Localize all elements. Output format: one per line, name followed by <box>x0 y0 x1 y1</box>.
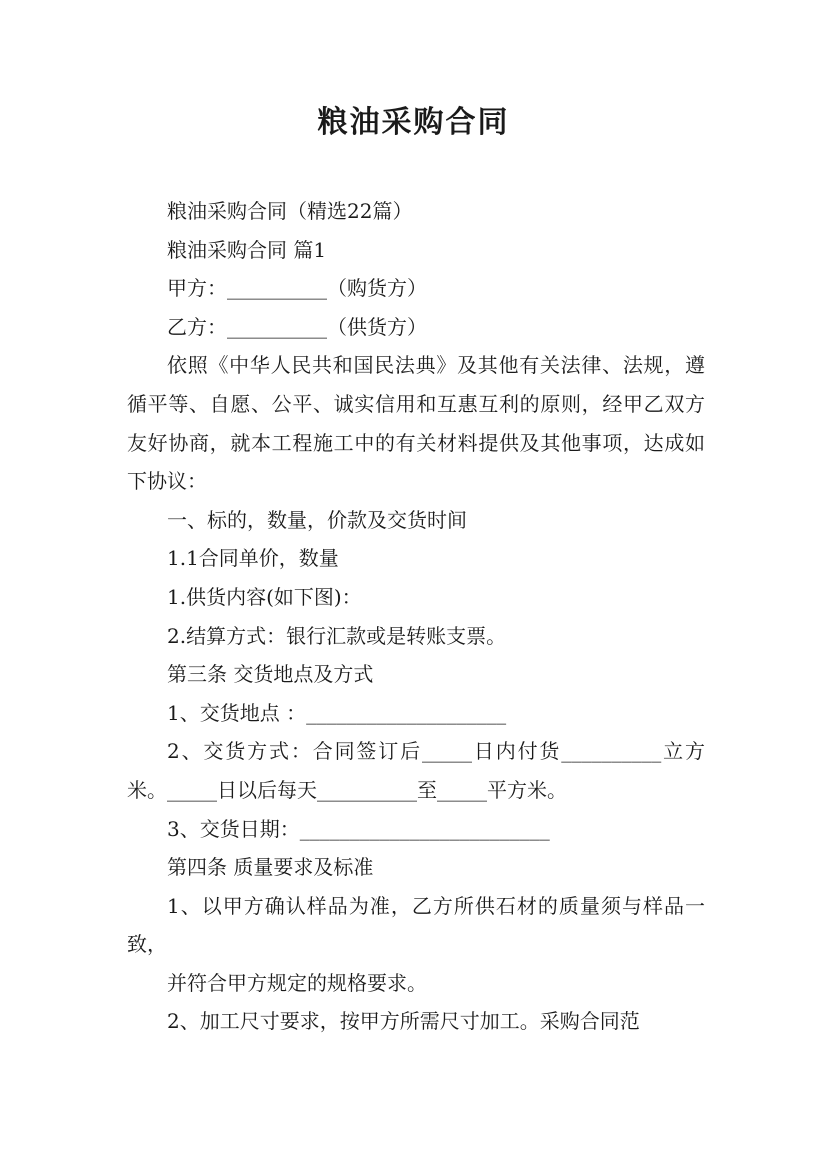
paragraph-section-heading: 粮油采购合同 篇1 <box>167 237 327 262</box>
document-title: 粮油采购合同 <box>317 105 510 140</box>
paragraph-clause-1-1: 1.1合同单价，数量 <box>167 546 339 571</box>
paragraph-quality-spec: 并符合甲方规定的规格要求。 <box>167 970 427 995</box>
paragraph-clause-1: 一、标的，数量，价款及交货时间 <box>167 507 467 532</box>
paragraph-preamble: 依照《中华人民共和国民法典》及其他有关法律、法规，遵循平等、自愿、公平、诚实信用和互惠互利的原则，经甲乙双方友好协商，就本工程施工中的有关材料提供及其他事项，达成如下协议： <box>127 353 705 494</box>
paragraph-subtitle: 粮油采购合同（精选22篇） <box>167 199 413 223</box>
paragraph-delivery-place: 1、交货地点 ：____________________ <box>167 700 507 725</box>
paragraph-supply-content: 1.供货内容(如下图)： <box>167 584 362 609</box>
paragraph-delivery-date: 3、交货日期：_________________________ <box>167 816 550 841</box>
paragraph-party-a: 甲方：__________（购货方） <box>167 276 427 301</box>
paragraph-settlement: 2.结算方式：银行汇款或是转账支票。 <box>167 623 507 648</box>
document-body <box>127 192 705 1041</box>
paragraph-quality-2: 2、加工尺寸要求，按甲方所需尺寸加工。采购合同范 <box>167 1009 640 1034</box>
paragraph-quality-1: 1、以甲方确认样品为准，乙方所供石材的质量须与样品一致， <box>127 893 705 957</box>
paragraph-article-3: 第三条 交货地点及方式 <box>167 662 374 687</box>
paragraph-delivery-method: 2、交货方式：合同签订后_____日内付货__________立方米。_____日以后每天__________至_____平方米。 <box>127 739 705 802</box>
paragraph-party-b: 乙方：__________（供货方） <box>167 314 427 339</box>
paragraph-article-4: 第四条 质量要求及标准 <box>167 855 374 880</box>
